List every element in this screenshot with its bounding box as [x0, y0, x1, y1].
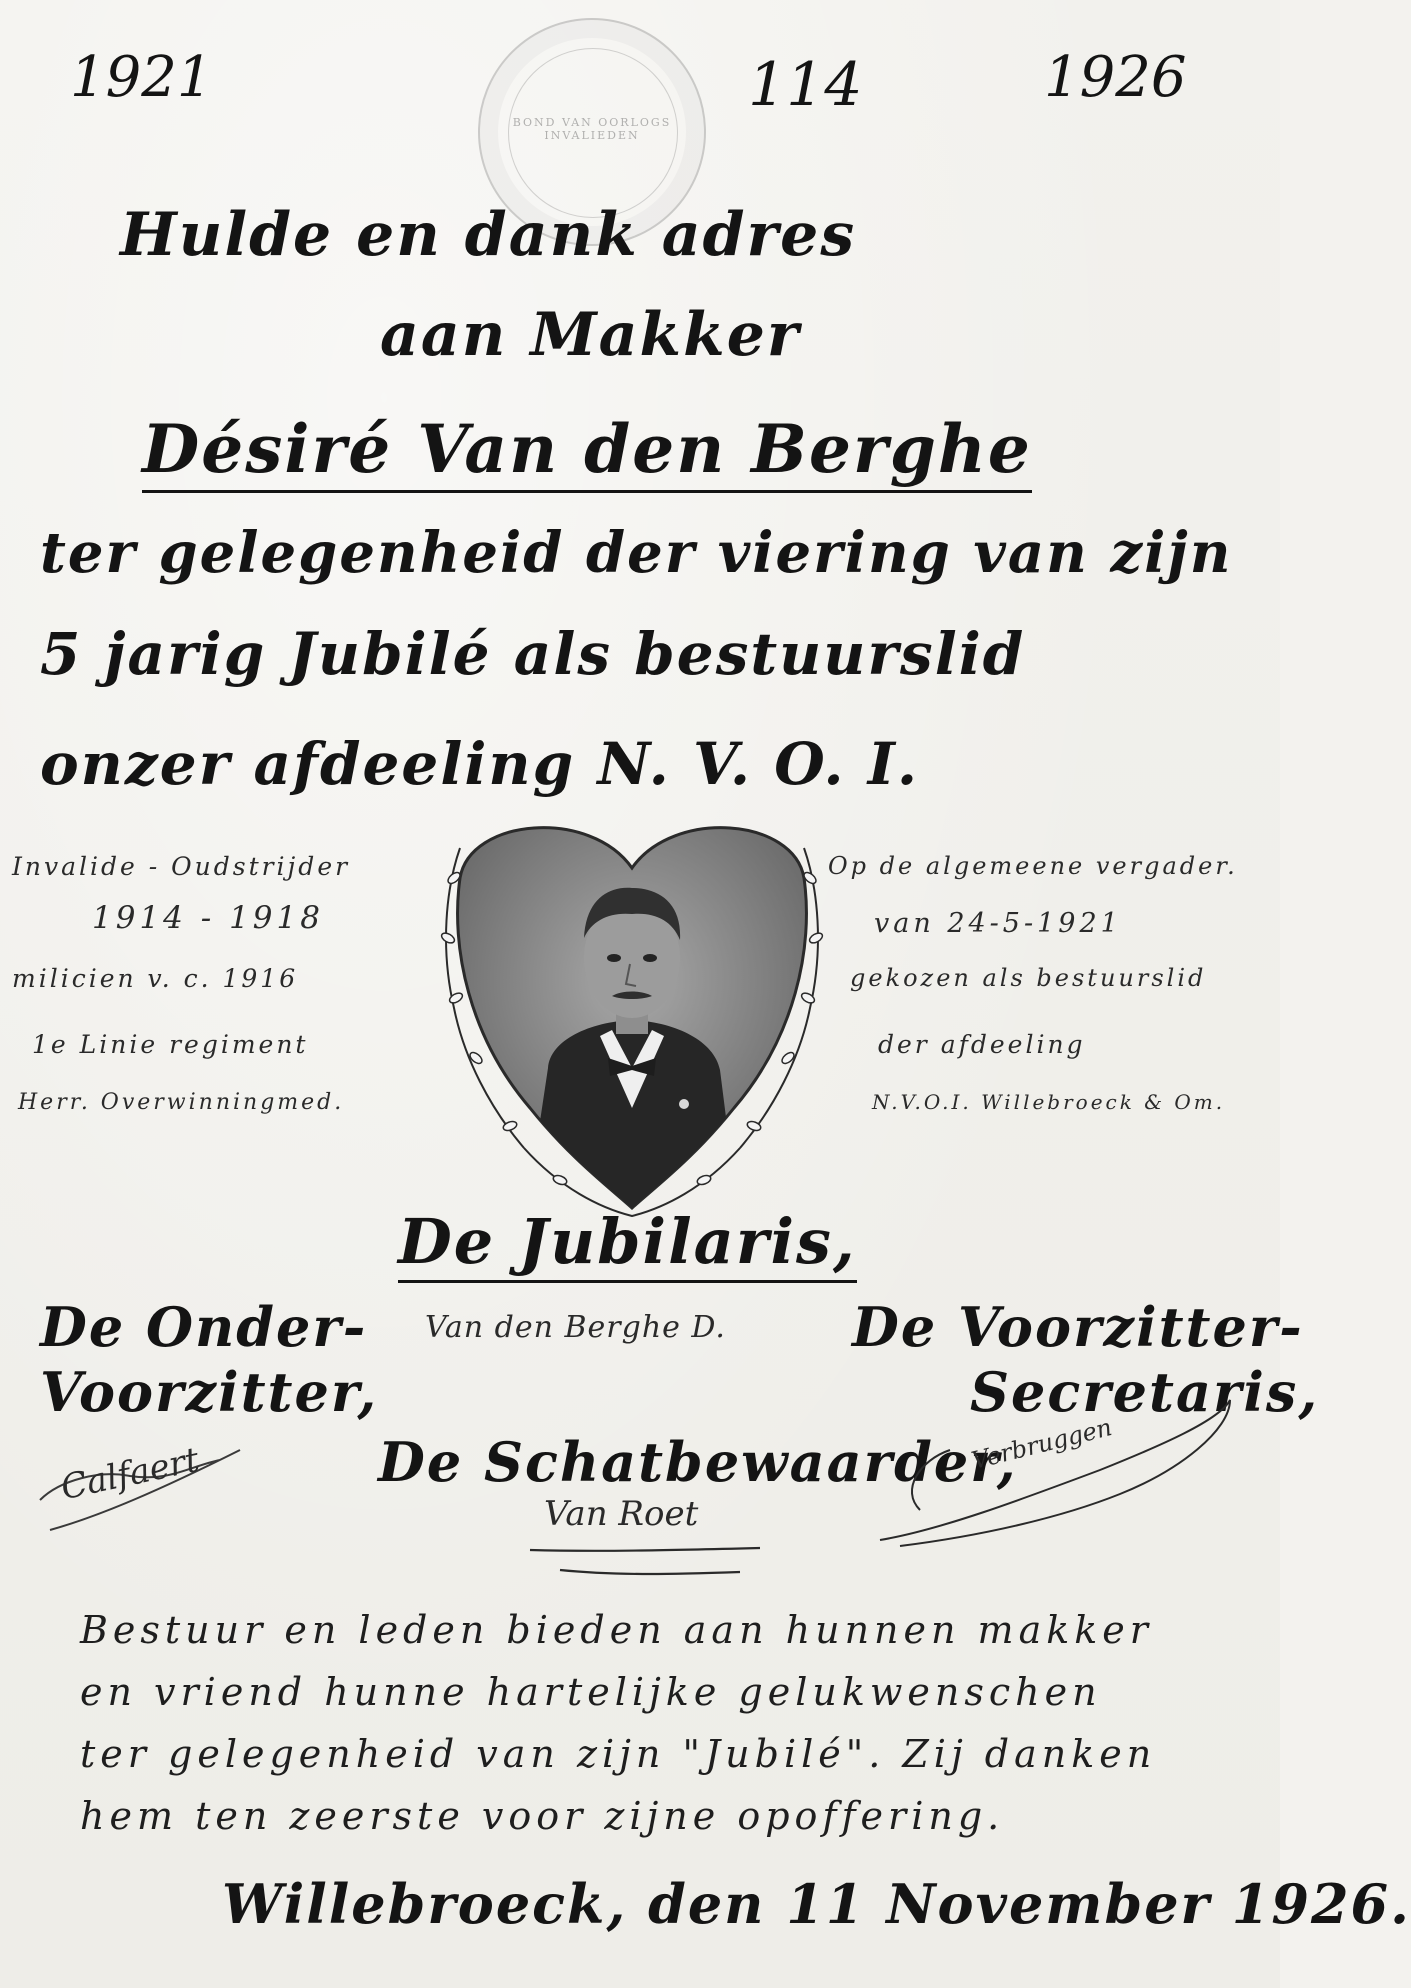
portrait-photo [440, 808, 824, 1218]
document-number: 114 [748, 50, 863, 120]
chair-title-1: De Voorzitter- [852, 1295, 1304, 1359]
right-note-1: Op de algemeene vergader. [828, 852, 1238, 880]
vice-chair-title-1: De Onder- [40, 1295, 368, 1359]
right-note-2: van 24-5-1921 [874, 908, 1122, 939]
year-right: 1926 [1044, 45, 1187, 110]
left-note-5: Herr. Overwinningmed. [18, 1090, 345, 1115]
title-line-5: onzer afdeeling N. V. O. I. [40, 730, 920, 798]
right-note-5: N.V.O.I. Willebroeck & Om. [872, 1090, 1226, 1114]
jubilaris-label: De Jubilaris, [398, 1205, 857, 1283]
left-note-4: 1e Linie regiment [32, 1030, 309, 1059]
closing-line-3: ter gelegenheid van zijn "Jubilé". Zij danken [80, 1732, 1157, 1776]
title-line-1: Hulde en dank adres [120, 200, 857, 270]
left-note-1: Invalide - Oudstrijder [12, 852, 351, 881]
closing-line-4: hem ten zeerste voor zijne opoffering. [80, 1794, 1005, 1838]
honoree-name: Désiré Van den Berghe [142, 410, 1032, 493]
vice-chair-signature-text: Calfaert [57, 1439, 203, 1509]
stamp-text: BOND VAN OORLOGS INVALIEDEN [512, 116, 672, 142]
vice-chair-title-2: Voorzitter, [40, 1360, 379, 1424]
closing-line-2: en vriend hunne hartelijke gelukwenschen [80, 1670, 1102, 1714]
treasurer-signature-text: Van Roet [544, 1494, 699, 1534]
vice-chair-signature [20, 1420, 280, 1540]
left-note-3: milicien v. c. 1916 [12, 964, 299, 993]
title-line-3: ter gelegenheid der viering van zijn [40, 520, 1233, 586]
chair-signature-text: Verbruggen [968, 1413, 1115, 1475]
title-line-2: aan Makker [380, 300, 801, 370]
treasurer-title: De Schatbewaarder, [378, 1430, 1018, 1494]
treasurer-signature [520, 1490, 770, 1600]
left-note-2: 1914 - 1918 [92, 900, 324, 936]
closing-line-1: Bestuur en leden bieden aan hunnen makker [80, 1608, 1153, 1652]
right-note-4: der afdeeling [878, 1030, 1086, 1059]
chair-signature [860, 1390, 1240, 1560]
chair-title-2: Secretaris, [970, 1360, 1320, 1424]
title-line-4: 5 jarig Jubilé als bestuurslid [40, 620, 1026, 688]
right-note-3: gekozen als bestuurslid [850, 964, 1207, 992]
year-left: 1921 [70, 45, 213, 110]
place-and-date: Willebroeck, den 11 November 1926. [222, 1872, 1411, 1936]
jubilaris-signature: Van den Berghe D. [425, 1310, 726, 1345]
